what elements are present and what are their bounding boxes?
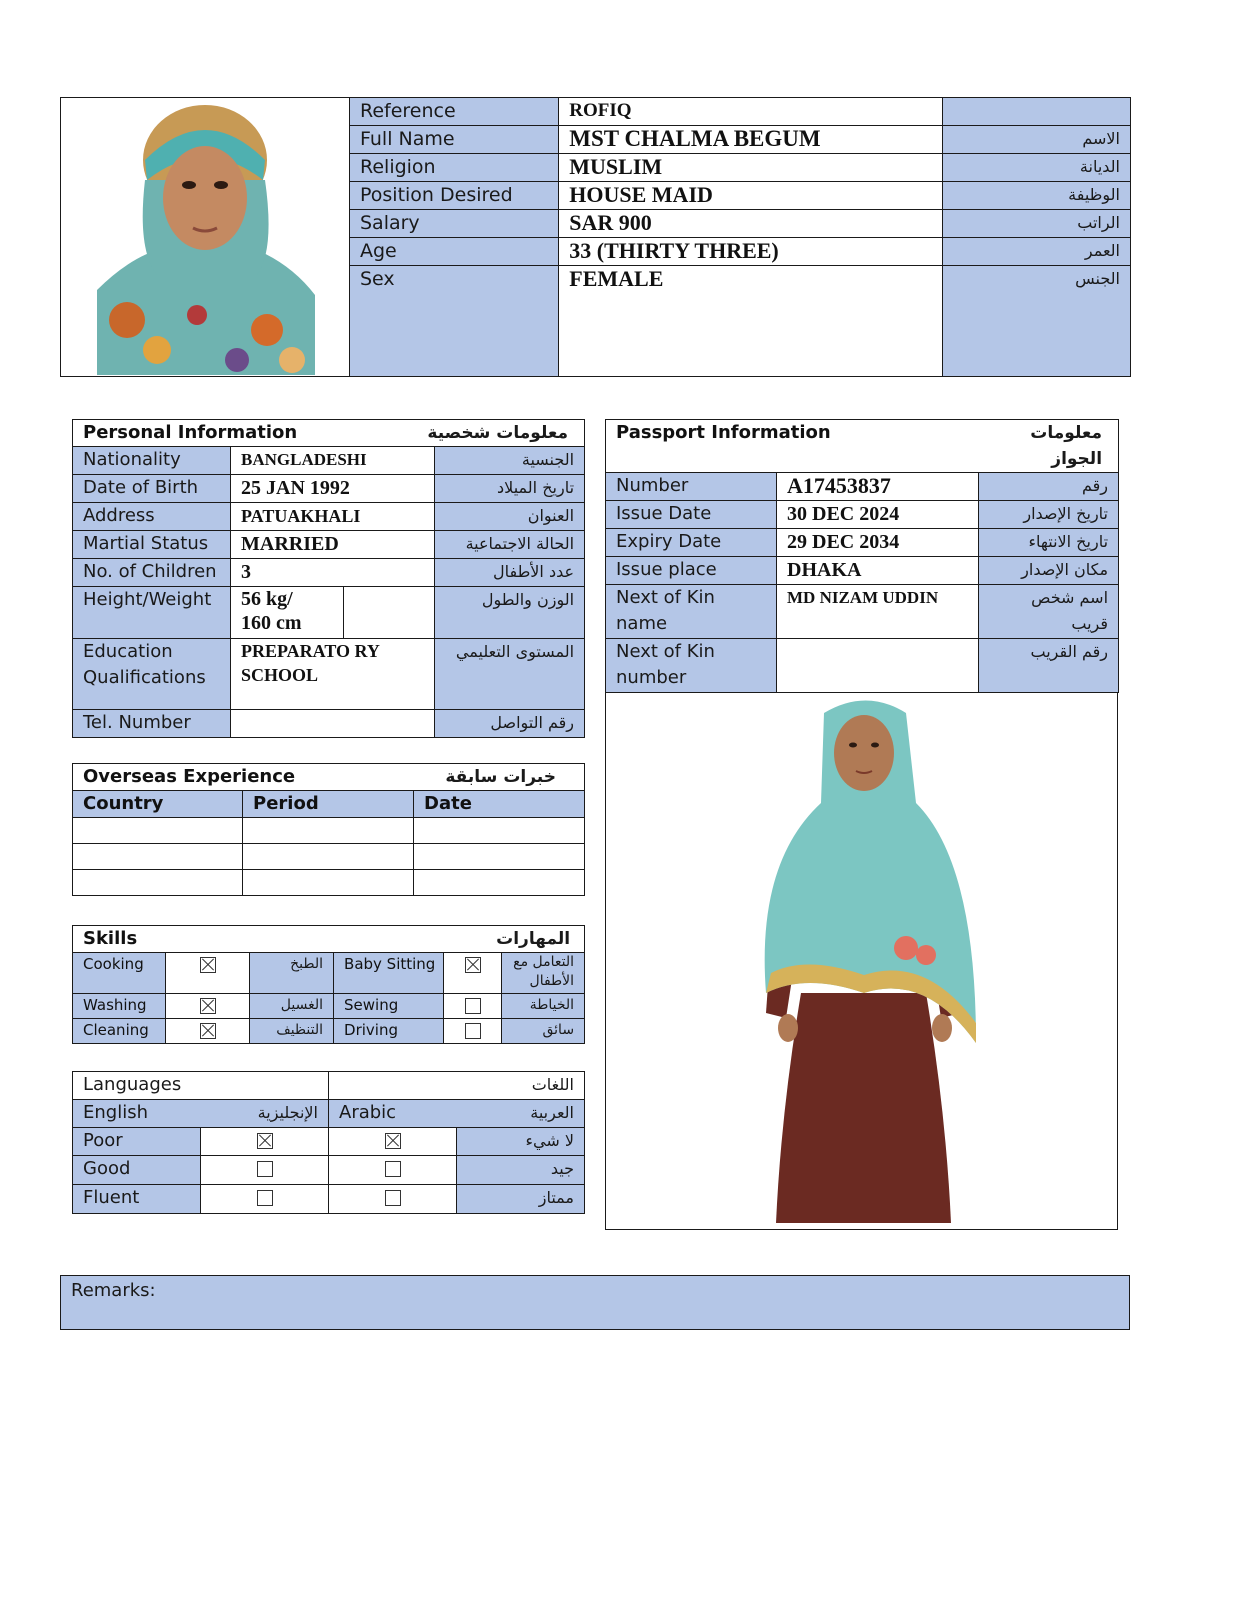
country-cell [73, 844, 243, 870]
education-label-line1: Education [83, 641, 173, 662]
overseas-experience-title: Overseas Experience [73, 764, 414, 791]
table-row [350, 209, 1131, 237]
skill-washing-label: Washing [73, 994, 166, 1019]
table-row [73, 870, 585, 896]
skill-row [73, 994, 585, 1019]
passport-information-title: Passport Information [606, 420, 979, 473]
skill-driving-label: Driving [334, 1019, 444, 1044]
marital-status-label: Martial Status [73, 531, 231, 559]
sex-arabic-label: الجنس [942, 265, 1130, 376]
skill-cooking-label: Cooking [73, 953, 166, 994]
skill-row [73, 953, 585, 994]
skills-title-arabic: المهارات [334, 926, 585, 953]
period-cell [243, 844, 414, 870]
country-cell [73, 818, 243, 844]
passport-number-arabic-label: رقم [979, 473, 1119, 501]
skill-baby-sitting-arabic [502, 953, 585, 994]
no-of-children-arabic-label: عدد الأطفال [435, 559, 585, 587]
address-label: Address [73, 503, 231, 531]
age-label: Age [350, 237, 559, 265]
full-name-value: MST CHALMA BEGUM [559, 125, 942, 153]
arabic-fluent-checkbox[interactable] [329, 1185, 457, 1214]
skill-sewing-arabic: الخياطة [502, 994, 585, 1019]
table-row [606, 529, 1119, 557]
remarks-label: Remarks: [71, 1280, 156, 1301]
expiry-date-arabic-label: تاريخ الانتهاء [979, 529, 1119, 557]
checked-box-icon [465, 957, 481, 973]
language-level-row [73, 1156, 585, 1185]
unchecked-box-icon [465, 1023, 481, 1039]
table-row [606, 639, 1119, 693]
english-column-header-arabic: الإنجليزية [201, 1100, 329, 1128]
height-weight-label: Height/Weight [73, 587, 231, 639]
education-value [231, 639, 435, 710]
tel-number-value [231, 710, 435, 738]
height-weight-arabic-label: الوزن والطول [435, 587, 585, 639]
period-column-header: Period [243, 791, 414, 818]
education-label-line2: Qualifications [83, 667, 206, 688]
address-arabic-label: العنوان [435, 503, 585, 531]
sex-label: Sex [350, 265, 559, 376]
religion-arabic-label: الديانة [942, 153, 1130, 181]
issue-date-label: Issue Date [606, 501, 777, 529]
expiry-date-value: 29 DEC 2034 [777, 529, 979, 557]
height-value: 160 cm [241, 612, 302, 634]
salary-arabic-label: الراتب [942, 209, 1130, 237]
nationality-value: BANGLADESHI [231, 447, 435, 475]
unchecked-box-icon [257, 1190, 273, 1206]
table-row [350, 97, 1131, 125]
next-of-kin-number-label-line2: number [616, 667, 687, 688]
passport-number-label: Number [606, 473, 777, 501]
english-fluent-checkbox[interactable] [201, 1185, 329, 1214]
overseas-experience-title-arabic: خبرات سابقة [414, 764, 585, 791]
skill-sewing-checkbox[interactable] [444, 994, 502, 1019]
language-level-row [73, 1128, 585, 1156]
level-fluent-label: Fluent [73, 1185, 201, 1214]
skill-driving-checkbox[interactable] [444, 1019, 502, 1044]
languages-table [72, 1071, 585, 1214]
tel-number-label: Tel. Number [73, 710, 231, 738]
personal-information-table [72, 419, 585, 738]
section-header-row [73, 926, 585, 953]
full-body-photo-illustration [606, 693, 1118, 1230]
position-desired-arabic-label: الوظيفة [942, 181, 1130, 209]
no-of-children-value: 3 [231, 559, 435, 587]
checked-box-icon [257, 1133, 273, 1149]
skill-baby-sitting-checkbox[interactable] [444, 953, 502, 994]
section-header-row [606, 420, 1119, 473]
date-cell [414, 818, 585, 844]
salary-label: Salary [350, 209, 559, 237]
full-name-label: Full Name [350, 125, 559, 153]
passport-information-table [605, 419, 1119, 693]
nationality-arabic-label: الجنسية [435, 447, 585, 475]
table-row [606, 585, 1119, 639]
education-value-line1: PREPARATO RY [241, 641, 380, 661]
table-row [73, 639, 585, 710]
skill-cleaning-arabic: التنظيف [250, 1019, 334, 1044]
next-of-kin-name-arabic-label [979, 585, 1119, 639]
date-of-birth-arabic-label: تاريخ الميلاد [435, 475, 585, 503]
next-of-kin-name-arabic-line1: اسم شخص [1031, 588, 1109, 607]
personal-information-title: Personal Information [73, 420, 344, 447]
education-value-line2: SCHOOL [241, 665, 319, 685]
position-desired-value: HOUSE MAID [559, 181, 942, 209]
date-cell [414, 844, 585, 870]
passport-information-title-arabic: معلومات الجواز [979, 420, 1119, 473]
next-of-kin-name-value: MD NIZAM UDDIN [777, 585, 979, 639]
arabic-good-checkbox[interactable] [329, 1156, 457, 1185]
language-level-row [73, 1185, 585, 1214]
checked-box-icon [200, 1023, 216, 1039]
address-value: PATUAKHALI [231, 503, 435, 531]
no-of-children-label: No. of Children [73, 559, 231, 587]
section-header-row [73, 1072, 585, 1100]
expiry-date-label: Expiry Date [606, 529, 777, 557]
issue-date-value: 30 DEC 2024 [777, 501, 979, 529]
next-of-kin-name-arabic-line2: قريب [1071, 614, 1109, 633]
checked-box-icon [200, 998, 216, 1014]
languages-header-row [73, 1100, 585, 1128]
table-row [350, 153, 1131, 181]
date-of-birth-value: 25 JAN 1992 [231, 475, 435, 503]
full-name-arabic-label: الاسم [942, 125, 1130, 153]
issue-place-arabic-label: مكان الإصدار [979, 557, 1119, 585]
languages-title: Languages [73, 1072, 329, 1100]
weight-value: 56 kg/ [241, 588, 293, 610]
education-label [73, 639, 231, 710]
reference-value: ROFIQ [559, 97, 942, 125]
profile-summary-table [349, 97, 1131, 377]
english-column-header: English [73, 1100, 201, 1128]
skill-cooking-arabic: الطبخ [250, 953, 334, 994]
skill-baby-sitting-label: Baby Sitting [334, 953, 444, 994]
level-fluent-arabic: ممتاز [457, 1185, 585, 1214]
level-poor-arabic: لا شيء [457, 1128, 585, 1156]
checked-box-icon [385, 1133, 401, 1149]
profile-header-section [60, 97, 1130, 377]
skill-row [73, 1019, 585, 1044]
next-of-kin-name-label-line2: name [616, 613, 668, 634]
skills-table [72, 925, 585, 1044]
date-of-birth-label: Date of Birth [73, 475, 231, 503]
period-cell [243, 818, 414, 844]
english-poor-checkbox[interactable] [201, 1128, 329, 1156]
religion-value: MUSLIM [559, 153, 942, 181]
unchecked-box-icon [385, 1190, 401, 1206]
unchecked-box-icon [385, 1161, 401, 1177]
skill-baby-sitting-arabic-line1: التعامل مع [513, 954, 575, 970]
languages-title-arabic: اللغات [329, 1072, 585, 1100]
table-row [73, 559, 585, 587]
skill-washing-checkbox[interactable] [166, 994, 250, 1019]
skill-driving-arabic: سائق [502, 1019, 585, 1044]
checked-box-icon [200, 957, 216, 973]
height-weight-value [231, 587, 344, 639]
level-poor-label: Poor [73, 1128, 201, 1156]
reference-label: Reference [350, 97, 559, 125]
full-body-photo [605, 692, 1118, 1230]
skill-cooking-checkbox[interactable] [166, 953, 250, 994]
next-of-kin-number-label [606, 639, 777, 693]
portrait-photo [97, 100, 315, 375]
skill-sewing-label: Sewing [334, 994, 444, 1019]
table-row [606, 557, 1119, 585]
next-of-kin-number-value [777, 639, 979, 693]
age-arabic-label: العمر [942, 237, 1130, 265]
unchecked-box-icon [465, 998, 481, 1014]
tel-number-arabic-label: رقم التواصل [435, 710, 585, 738]
table-row [350, 237, 1131, 265]
marital-status-arabic-label: الحالة الاجتماعية [435, 531, 585, 559]
marital-status-value: MARRIED [231, 531, 435, 559]
personal-information-title-arabic: معلومات شخصية [344, 420, 585, 447]
table-row [350, 181, 1131, 209]
date-cell [414, 870, 585, 896]
reference-arabic-label [942, 97, 1130, 125]
english-good-checkbox[interactable] [201, 1156, 329, 1185]
period-cell [243, 870, 414, 896]
table-row [350, 265, 1131, 376]
issue-date-arabic-label: تاريخ الإصدار [979, 501, 1119, 529]
unchecked-box-icon [257, 1161, 273, 1177]
level-good-label: Good [73, 1156, 201, 1185]
table-row [73, 531, 585, 559]
section-header-row [73, 764, 585, 791]
skill-washing-arabic: الغسيل [250, 994, 334, 1019]
table-row [73, 587, 585, 639]
height-weight-extra-cell [344, 587, 435, 639]
table-row [606, 501, 1119, 529]
country-cell [73, 870, 243, 896]
table-row [73, 818, 585, 844]
skill-baby-sitting-arabic-line2: الأطفال [529, 973, 575, 989]
next-of-kin-name-label-line1: Next of Kin [616, 587, 715, 608]
portrait-photo-illustration [97, 100, 315, 375]
issue-place-label: Issue place [606, 557, 777, 585]
next-of-kin-name-label [606, 585, 777, 639]
next-of-kin-number-label-line1: Next of Kin [616, 641, 715, 662]
salary-value: SAR 900 [559, 209, 942, 237]
passport-number-value: A17453837 [777, 473, 979, 501]
age-value: 33 (THIRTY THREE) [559, 237, 942, 265]
section-header-row [73, 420, 585, 447]
skills-title: Skills [73, 926, 334, 953]
table-row [73, 475, 585, 503]
overseas-header-row [73, 791, 585, 818]
arabic-column-header: Arabic [329, 1100, 457, 1128]
skill-cleaning-checkbox[interactable] [166, 1019, 250, 1044]
table-row [606, 473, 1119, 501]
sex-value: FEMALE [559, 265, 942, 376]
remarks-box [60, 1275, 1130, 1330]
religion-label: Religion [350, 153, 559, 181]
education-arabic-label: المستوى التعليمي [435, 639, 585, 710]
table-row [350, 125, 1131, 153]
position-desired-label: Position Desired [350, 181, 559, 209]
overseas-experience-table [72, 763, 585, 896]
date-column-header: Date [414, 791, 585, 818]
table-row [73, 503, 585, 531]
table-row [73, 447, 585, 475]
skill-cleaning-label: Cleaning [73, 1019, 166, 1044]
arabic-column-header-arabic: العربية [457, 1100, 585, 1128]
table-row [73, 710, 585, 738]
country-column-header: Country [73, 791, 243, 818]
arabic-poor-checkbox[interactable] [329, 1128, 457, 1156]
table-row [73, 844, 585, 870]
level-good-arabic: جيد [457, 1156, 585, 1185]
issue-place-value: DHAKA [777, 557, 979, 585]
next-of-kin-number-arabic-label: رقم القريب [979, 639, 1119, 693]
nationality-label: Nationality [73, 447, 231, 475]
